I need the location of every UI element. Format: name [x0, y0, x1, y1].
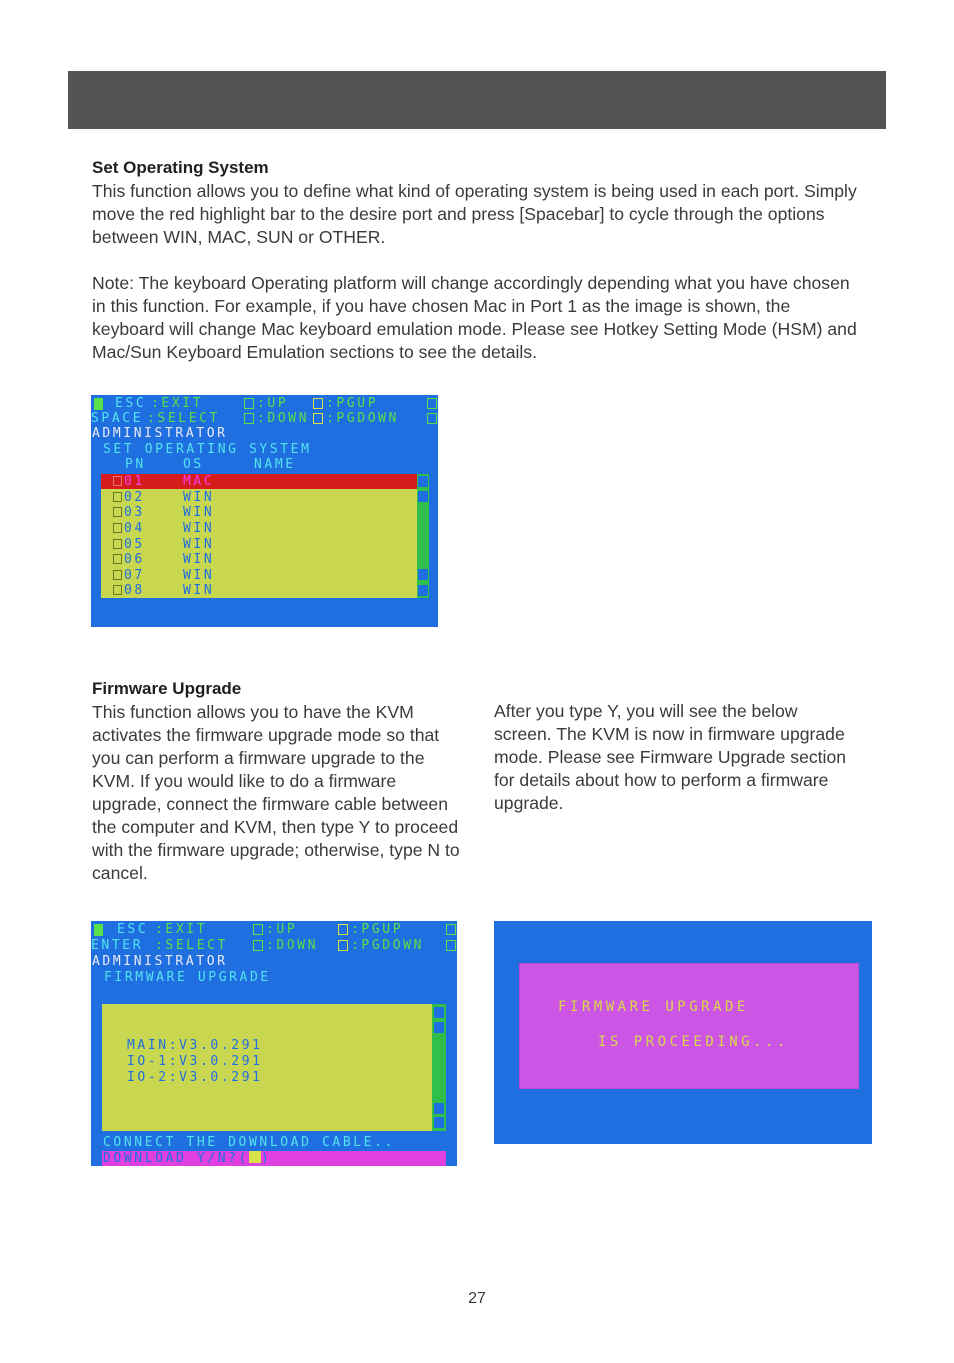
down-arrow-icon: [244, 413, 254, 424]
up-label: :UP: [266, 922, 298, 937]
pgdown-label: :PGDOWN: [326, 411, 399, 426]
scroll-pgdown-icon: [418, 569, 428, 580]
lock-icon: [446, 940, 456, 951]
firmware-proceeding-screenshot: [494, 921, 872, 1144]
user-name: ADMINISTRATOR: [92, 426, 228, 441]
port-row: [113, 490, 215, 505]
pgdown-icon: [313, 413, 323, 424]
download-prompt-text: DOWNLOAD Y/N?(: [103, 1151, 249, 1166]
input-cursor[interactable]: [249, 1151, 261, 1163]
down-label: :DOWN: [257, 411, 310, 426]
port-icon: [113, 507, 122, 517]
port-os: WIN: [183, 568, 215, 583]
scroll-pgup-icon: [418, 491, 428, 502]
down-label: :DOWN: [266, 938, 319, 953]
esc-key: ESC: [115, 396, 147, 411]
set-os-paragraph-2: Note: The keyboard Operating platform will change accordingly depending what you have chosen in this function. For example, if you have chosen Mac in Port 1 as the image is shown, the keyboard will change Mac keyboard emulation mode. Please see Hotkey Setting Mode (HSM) and Mac/Sun Keyboard Emulation sections to see the details.: [92, 273, 857, 362]
lock-icon: [427, 413, 437, 424]
port-row: [113, 474, 215, 489]
proceeding-dialog: [519, 963, 859, 1089]
header-band: [68, 71, 886, 129]
up-arrow-icon: [253, 924, 263, 935]
port-row: [113, 505, 215, 520]
port-row: [113, 521, 215, 536]
pgup-icon: [313, 398, 323, 409]
up-label: :UP: [257, 396, 289, 411]
port-os: MAC: [183, 474, 215, 489]
proceeding-line-1: FIRMWARE UPGRADE: [558, 999, 749, 1015]
port-icon: [113, 585, 122, 595]
port-number: 08: [124, 583, 145, 598]
proceeding-line-2: IS PROCEEDING...: [598, 1034, 789, 1050]
menu-title: SET OPERATING SYSTEM: [103, 442, 312, 457]
select-label: :SELECT: [147, 411, 220, 426]
port-icon: [113, 492, 122, 502]
download-prompt-close: ): [260, 1151, 272, 1166]
port-os: WIN: [183, 537, 215, 552]
port-os: WIN: [183, 521, 215, 536]
firmware-paragraph-right: After you type Y, you will see the below screen. The KVM is now in firmware upgrade mode. Please see Firmware Upgrade section for details about how to perform a firmware upgrade.: [494, 701, 847, 813]
pgdown-icon: [338, 940, 348, 951]
main-version: MAIN:V3.0.291: [127, 1038, 263, 1053]
connect-cable-message: CONNECT THE DOWNLOAD CABLE..: [103, 1135, 395, 1150]
cursor-block: [94, 398, 103, 410]
down-arrow-icon: [253, 940, 263, 951]
esc-key: ESC: [117, 922, 149, 937]
scroll-down-icon: [418, 585, 428, 596]
port-row: [113, 583, 215, 598]
page-number: 27: [468, 1290, 486, 1307]
col-os: OS: [183, 457, 204, 472]
port-row: [113, 568, 215, 583]
enter-key: ENTER: [91, 938, 144, 953]
port-icon: [113, 539, 122, 549]
port-number: 02: [124, 490, 145, 505]
port-os: WIN: [183, 583, 215, 598]
menu-title: FIRMWARE UPGRADE: [104, 970, 271, 985]
port-number: 03: [124, 505, 145, 520]
pgup-label: :PGUP: [351, 922, 404, 937]
port-os: WIN: [183, 552, 215, 567]
port-icon: [113, 476, 122, 486]
scroll-down-icon: [434, 1117, 444, 1128]
close-icon: [446, 924, 456, 935]
port-os: WIN: [183, 490, 215, 505]
pgup-label: :PGUP: [326, 396, 379, 411]
scroll-pgup-icon: [434, 1022, 444, 1033]
set-os-screenshot: [91, 395, 438, 627]
up-arrow-icon: [244, 398, 254, 409]
set-os-title: Set Operating System: [92, 158, 269, 177]
port-list-panel: [101, 474, 417, 598]
port-row: [113, 552, 215, 567]
scroll-pgdown-icon: [434, 1103, 444, 1114]
port-number: 05: [124, 537, 145, 552]
port-number: 07: [124, 568, 145, 583]
pgup-icon: [338, 924, 348, 935]
selected-row-highlight: [101, 474, 417, 489]
space-key: SPACE: [91, 411, 144, 426]
exit-label: :EXIT: [155, 922, 208, 937]
col-name: NAME: [254, 457, 296, 472]
io1-version: IO-1:V3.0.291: [127, 1054, 263, 1069]
port-icon: [113, 570, 122, 580]
close-icon: [427, 398, 437, 409]
port-number: 01: [124, 474, 145, 489]
pgdown-label: :PGDOWN: [351, 938, 424, 953]
user-name: ADMINISTRATOR: [92, 954, 228, 969]
firmware-title: Firmware Upgrade: [92, 679, 242, 698]
col-pn: PN: [125, 457, 146, 472]
port-icon: [113, 523, 122, 533]
port-icon: [113, 554, 122, 564]
download-prompt[interactable]: [103, 1151, 271, 1166]
firmware-paragraph-left: This function allows you to have the KVM activates the firmware upgrade mode so that you can perform a firmware upgrade to the KVM. If you would like to do a firmware upgrade, connect the firmware cable between the computer and KVM, then type Y to proceed with the firmware upgrade; otherwise, type N to cancel.: [92, 702, 460, 883]
set-os-paragraph-1: This function allows you to define what kind of operating system is being used in each port. Simply move the red highlight bar to the desire port and press [Spacebar] to cycle through the options between WIN, MAC, SUN or OTHER.: [92, 181, 857, 247]
scroll-up-icon: [434, 1007, 444, 1018]
port-os: WIN: [183, 505, 215, 520]
port-row: [113, 537, 215, 552]
exit-label: :EXIT: [151, 396, 204, 411]
scroll-up-icon: [418, 476, 428, 487]
select-label: :SELECT: [155, 938, 228, 953]
firmware-upgrade-screenshot: [91, 921, 457, 1166]
cursor-block: [94, 924, 103, 936]
port-number: 04: [124, 521, 145, 536]
port-number: 06: [124, 552, 145, 567]
io2-version: IO-2:V3.0.291: [127, 1070, 263, 1085]
